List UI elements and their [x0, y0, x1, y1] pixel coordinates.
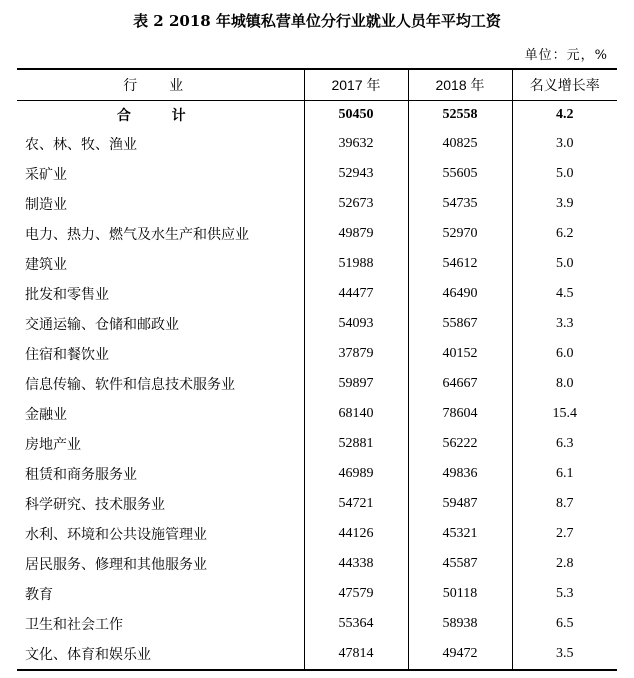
- growth-rate: 6.0: [512, 339, 617, 369]
- wage-2017: 59897: [304, 369, 408, 399]
- growth-rate: 6.5: [512, 609, 617, 639]
- table-body: [17, 101, 617, 671]
- table-row: [17, 579, 617, 609]
- table-row: [17, 129, 617, 159]
- industry-name: 卫生和社会工作: [25, 617, 123, 633]
- industry-name: 住宿和餐饮业: [25, 347, 109, 363]
- table-row: [17, 549, 617, 579]
- wage-2018: 46490: [408, 279, 512, 309]
- industry-name: 建筑业: [25, 257, 67, 273]
- table-row: [17, 609, 617, 639]
- total-2017: 50450: [304, 101, 408, 130]
- wage-2018: 50118: [408, 579, 512, 609]
- growth-rate: 8.7: [512, 489, 617, 519]
- header-2017: 2017 年: [304, 69, 408, 101]
- header-row: [17, 69, 617, 101]
- table-row: [17, 429, 617, 459]
- wage-2017: 51988: [304, 249, 408, 279]
- industry-name: 电力、热力、燃气及水生产和供应业: [25, 227, 249, 243]
- table-row: [17, 489, 617, 519]
- header-industry: 行 业: [17, 69, 304, 101]
- wage-2018: 59487: [408, 489, 512, 519]
- wage-2017: 54093: [304, 309, 408, 339]
- header-growth: 名义增长率: [512, 69, 617, 101]
- table-row: [17, 309, 617, 339]
- growth-rate: 3.9: [512, 189, 617, 219]
- growth-rate: 6.2: [512, 219, 617, 249]
- wage-2017: 54721: [304, 489, 408, 519]
- wage-2017: 44126: [304, 519, 408, 549]
- wage-2017: 52881: [304, 429, 408, 459]
- table-row: [17, 639, 617, 670]
- table-title: 表 2 2018 年城镇私营单位分行业就业人员年平均工资: [133, 12, 501, 30]
- wage-2018: 45587: [408, 549, 512, 579]
- wage-2017: 49879: [304, 219, 408, 249]
- industry-name: 农、林、牧、渔业: [25, 137, 137, 153]
- unit-note: 单位：元，%: [524, 48, 608, 63]
- growth-rate: 5.0: [512, 159, 617, 189]
- growth-rate: 8.0: [512, 369, 617, 399]
- wage-2017: 37879: [304, 339, 408, 369]
- growth-rate: 5.0: [512, 249, 617, 279]
- wage-2018: 55867: [408, 309, 512, 339]
- industry-name: 交通运输、仓储和邮政业: [25, 317, 179, 333]
- growth-rate: 2.7: [512, 519, 617, 549]
- wage-2018: 55605: [408, 159, 512, 189]
- growth-rate: 15.4: [512, 399, 617, 429]
- total-2018: 52558: [408, 101, 512, 130]
- industry-name: 教育: [25, 587, 53, 603]
- total-growth: 4.2: [512, 101, 617, 130]
- growth-rate: 6.1: [512, 459, 617, 489]
- wage-2017: 46989: [304, 459, 408, 489]
- header-2018: 2018 年: [408, 69, 512, 101]
- industry-name: 批发和零售业: [25, 287, 109, 303]
- wage-2017: 39632: [304, 129, 408, 159]
- wage-2018: 56222: [408, 429, 512, 459]
- industry-name: 水利、环境和公共设施管理业: [25, 527, 207, 543]
- wage-2018: 64667: [408, 369, 512, 399]
- table-row: [17, 279, 617, 309]
- table-row: [17, 399, 617, 429]
- wage-2017: 52673: [304, 189, 408, 219]
- wage-2017: 55364: [304, 609, 408, 639]
- industry-name: 采矿业: [25, 167, 67, 183]
- growth-rate: 4.5: [512, 279, 617, 309]
- wage-2018: 40825: [408, 129, 512, 159]
- table-row: [17, 189, 617, 219]
- table-row: [17, 159, 617, 189]
- growth-rate: 5.3: [512, 579, 617, 609]
- growth-rate: 3.3: [512, 309, 617, 339]
- industry-name: 金融业: [25, 407, 67, 423]
- industry-name: 房地产业: [25, 437, 81, 453]
- wage-2018: 58938: [408, 609, 512, 639]
- total-row: [17, 101, 617, 130]
- industry-name: 文化、体育和娱乐业: [25, 647, 151, 663]
- wage-2017: 68140: [304, 399, 408, 429]
- industry-name: 科学研究、技术服务业: [25, 497, 165, 513]
- growth-rate: 3.5: [512, 639, 617, 670]
- wage-2018: 40152: [408, 339, 512, 369]
- wage-2018: 49836: [408, 459, 512, 489]
- industry-name: 制造业: [25, 197, 67, 213]
- wage-2018: 54612: [408, 249, 512, 279]
- wage-2018: 49472: [408, 639, 512, 670]
- table-row: [17, 369, 617, 399]
- wage-2017: 44477: [304, 279, 408, 309]
- growth-rate: 3.0: [512, 129, 617, 159]
- table-row: [17, 249, 617, 279]
- wage-2018: 78604: [408, 399, 512, 429]
- wage-2017: 47814: [304, 639, 408, 670]
- table-row: [17, 219, 617, 249]
- total-label: 合 计: [116, 108, 204, 124]
- growth-rate: 2.8: [512, 549, 617, 579]
- wage-2018: 52970: [408, 219, 512, 249]
- table-row: [17, 459, 617, 489]
- growth-rate: 6.3: [512, 429, 617, 459]
- wage-2017: 52943: [304, 159, 408, 189]
- wage-table: [17, 68, 617, 671]
- industry-name: 信息传输、软件和信息技术服务业: [25, 377, 235, 393]
- industry-name: 租赁和商务服务业: [25, 467, 137, 483]
- wage-2017: 47579: [304, 579, 408, 609]
- wage-2018: 45321: [408, 519, 512, 549]
- table-row: [17, 519, 617, 549]
- table-row: [17, 339, 617, 369]
- industry-name: 居民服务、修理和其他服务业: [25, 557, 207, 573]
- wage-2018: 54735: [408, 189, 512, 219]
- wage-2017: 44338: [304, 549, 408, 579]
